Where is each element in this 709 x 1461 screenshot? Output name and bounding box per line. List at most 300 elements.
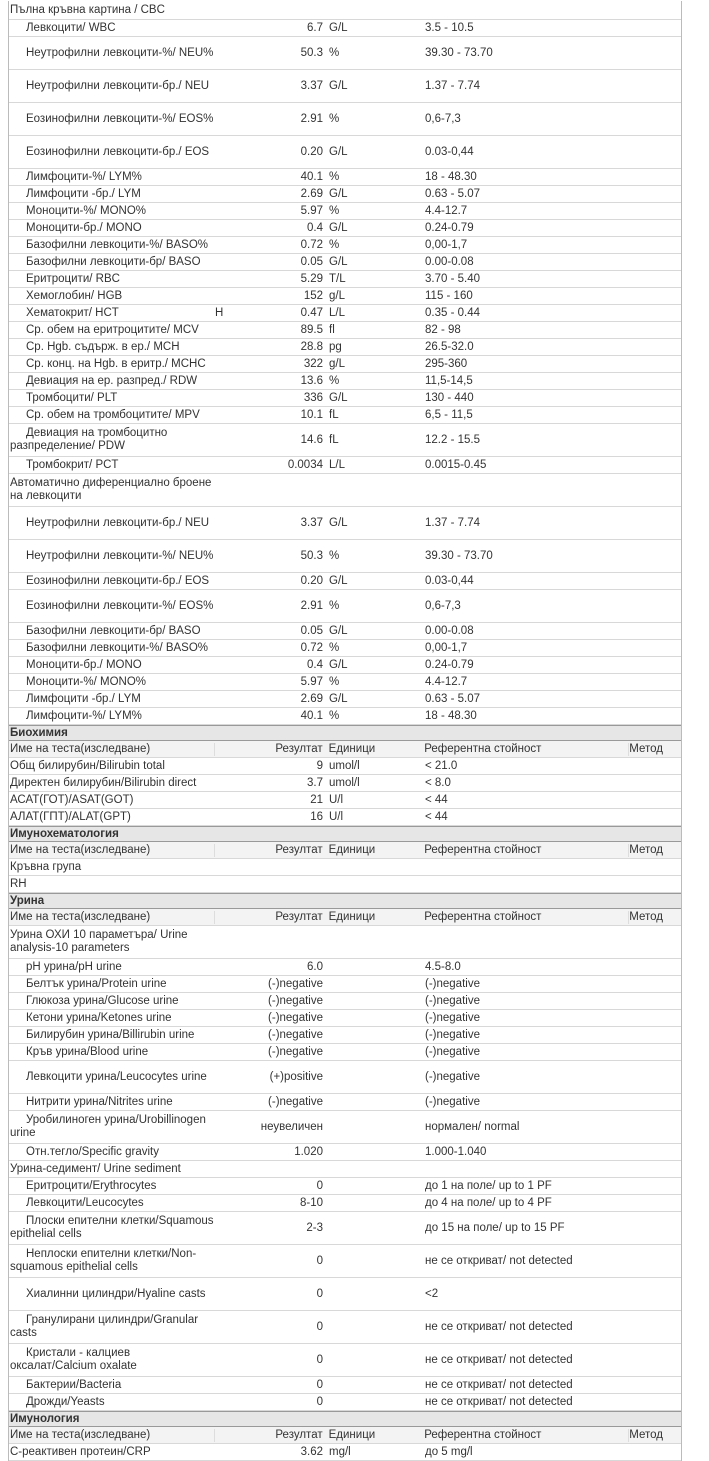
col-test-name: Име на теста(изследване) (9, 1429, 215, 1442)
test-name: Еритроцити/ RBC (26, 272, 120, 285)
reference-range: 0.00-0.08 (425, 624, 474, 637)
test-name: Общ билирубин/Bilirubin total (10, 759, 165, 772)
test-name: Кетони урина/Ketones urine (26, 1011, 172, 1024)
table-row (9, 305, 681, 322)
unit: G/L (329, 391, 348, 404)
test-name: Лимфоцити-%/ LYM% (26, 170, 142, 183)
panel-title (9, 1, 681, 20)
reference-range: 0,6-7,3 (425, 599, 461, 612)
test-name: Уробилиноген урина/Urobillinogen urine (10, 1114, 206, 1139)
test-name: Ср. Hgb. съдърж. в ер./ MCH (26, 340, 180, 353)
reference-range: 4.4-12.7 (425, 204, 468, 217)
section-title: Урина (10, 894, 45, 907)
col-units: Единици (328, 1428, 376, 1441)
result-value: 2.91 (300, 112, 323, 125)
column-header-row (9, 1427, 681, 1444)
table-row (9, 1161, 681, 1178)
result-value: 9 (316, 759, 323, 772)
table-row (9, 1010, 681, 1027)
table-row (9, 186, 681, 203)
reference-range: до 4 на поле/ up to 4 PF (425, 1196, 552, 1209)
col-reference: Референтна стойност (424, 844, 629, 857)
col-test-name: Име на теста(изследване) (9, 743, 215, 756)
test-name: Отн.тегло/Specific gravity (26, 1145, 159, 1158)
reference-range: (-)negative (425, 1070, 480, 1083)
test-name: Левкоцити/ WBC (26, 21, 116, 34)
unit: % (329, 675, 340, 688)
unit: umol/l (329, 776, 360, 789)
test-name: Лимфоцити -бр./ LYM (26, 187, 141, 200)
column-header-row (9, 842, 681, 859)
unit: % (329, 46, 340, 59)
reference-range: 1.37 - 7.74 (425, 79, 480, 92)
table-row (9, 1111, 681, 1144)
column-header-row (9, 741, 681, 758)
table-row (9, 220, 681, 237)
result-value: (-)negative (268, 994, 323, 1007)
table-row (9, 20, 681, 37)
table-row (9, 758, 681, 775)
col-reference: Референтна стойност (424, 1429, 629, 1442)
unit: G/L (329, 79, 348, 92)
result-value: 13.6 (300, 374, 323, 387)
result-value: 1.020 (294, 1145, 323, 1158)
table-row (9, 640, 681, 657)
table-row (9, 993, 681, 1010)
reference-range: 6,5 - 11,5 (425, 408, 473, 421)
section-header (9, 1411, 681, 1427)
result-value: 0 (316, 1378, 323, 1391)
result-value: 0 (316, 1353, 323, 1366)
table-row (9, 356, 681, 373)
test-name: Урина-седимент/ Urine sediment (10, 1162, 181, 1175)
col-result: Резултат (275, 742, 323, 755)
test-name: Урина ОХИ 10 параметъра/ Urine analysis-10 parameters (10, 929, 188, 954)
result-value: 40.1 (300, 170, 323, 183)
table-row (9, 976, 681, 993)
reference-range: до 15 на поле/ up to 15 PF (425, 1221, 565, 1234)
reference-range: (-)negative (425, 1011, 480, 1024)
result-value: 0 (316, 1179, 323, 1192)
unit: % (329, 709, 340, 722)
test-name: Глюкоза урина/Glucose urine (26, 994, 179, 1007)
result-value: 0.20 (300, 145, 323, 158)
col-reference: Референтна стойност (424, 911, 629, 924)
reference-range: 18 - 48.30 (425, 170, 477, 183)
reference-range: < 8.0 (425, 776, 451, 789)
table-row (9, 37, 681, 70)
col-units: Единици (328, 843, 376, 856)
unit: pg (329, 340, 342, 353)
test-name: Левкоцити/Leucocytes (26, 1196, 144, 1209)
unit: G/L (329, 516, 348, 529)
test-name: Гранулирани цилиндри/Granular casts (10, 1314, 199, 1339)
unit: L/L (329, 458, 345, 471)
table-row (9, 1311, 681, 1344)
test-name: Неутрофилни левкоцити-бр./ NEU (26, 516, 210, 529)
test-name: Хемоглобин/ HGB (26, 289, 123, 302)
reference-range: (-)negative (425, 977, 480, 990)
test-name: Кръв урина/Blood urine (26, 1045, 149, 1058)
reference-range: 0.03-0,44 (425, 145, 474, 158)
table-row (9, 691, 681, 708)
reference-range: 0.03-0,44 (425, 574, 474, 587)
reference-range: 0.35 - 0.44 (425, 306, 480, 319)
section-title: Имунология (10, 1412, 80, 1425)
reference-range: 130 - 440 (425, 391, 474, 404)
table-row (9, 859, 681, 876)
table-row (9, 1394, 681, 1411)
test-name: Лимфоцити-%/ LYM% (26, 709, 142, 722)
col-result: Резултат (275, 1428, 323, 1441)
result-value: 336 (303, 391, 323, 404)
table-row (9, 674, 681, 691)
unit: % (329, 549, 340, 562)
reference-range: < 44 (425, 793, 448, 806)
col-reference: Референтна стойност (424, 743, 629, 756)
result-value: 50.3 (300, 549, 323, 562)
reference-range: 18 - 48.30 (425, 709, 477, 722)
reference-range: нормален/ normal (425, 1120, 520, 1133)
reference-range: <2 (425, 1287, 439, 1300)
result-value: 0.20 (300, 574, 323, 587)
test-name: Еритроцити/Erythrocytes (26, 1179, 157, 1192)
table-row (9, 540, 681, 573)
test-name: Еозинофилни левкоцити-%/ EOS% (26, 599, 214, 612)
col-units: Единици (328, 742, 376, 755)
result-value: 14.6 (300, 433, 323, 446)
test-name: Моноцити-%/ MONO% (26, 675, 146, 688)
reference-range: 1.000-1.040 (425, 1145, 487, 1158)
unit: % (329, 599, 340, 612)
test-name: Моноцити-%/ MONO% (26, 204, 146, 217)
reference-range: 3.70 - 5.40 (425, 272, 480, 285)
section-header (9, 725, 681, 741)
result-value: 3.37 (300, 516, 323, 529)
col-test-name: Име на теста(изследване) (9, 844, 215, 857)
reference-range: 0,00-1,7 (425, 238, 468, 251)
table-row (9, 70, 681, 103)
result-value: 0.0034 (287, 458, 323, 471)
unit: % (329, 238, 340, 251)
reference-range: 0.24-0.79 (425, 221, 474, 234)
result-value: 6.0 (307, 960, 323, 973)
unit: U/l (329, 793, 344, 806)
result-value: 0.47 (300, 306, 323, 319)
unit: fL (329, 408, 339, 421)
reference-range: 4.4-12.7 (425, 675, 468, 688)
reference-range: 3.5 - 10.5 (425, 21, 474, 34)
reference-range: 1.37 - 7.74 (425, 516, 480, 529)
test-name: Билирубин урина/Billirubin urine (26, 1028, 195, 1041)
table-row (9, 322, 681, 339)
column-header-row (9, 909, 681, 926)
result-value: 2.91 (300, 599, 323, 612)
table-row (9, 1178, 681, 1195)
table-row (9, 809, 681, 826)
test-name: Лимфоцити -бр./ LYM (26, 692, 141, 705)
table-row (9, 254, 681, 271)
table-row (9, 407, 681, 424)
unit: g/L (329, 357, 345, 370)
result-value: 0.72 (300, 641, 323, 654)
test-name: Бактерии/Bacteria (26, 1378, 122, 1391)
result-value: 3.37 (300, 79, 323, 92)
test-name: Директен билирубин/Bilirubin direct (10, 776, 197, 789)
result-value: 3.62 (300, 1445, 323, 1458)
unit: mg/l (329, 1445, 351, 1458)
reference-range: 0,00-1,7 (425, 641, 468, 654)
table-row (9, 339, 681, 356)
table-row (9, 237, 681, 254)
result-value: 2-3 (306, 1221, 323, 1234)
result-value: 2.69 (300, 692, 323, 705)
table-row (9, 1044, 681, 1061)
test-name: Моноцити-бр./ MONO (26, 221, 142, 234)
reference-range: 39.30 - 73.70 (425, 46, 493, 59)
table-row (9, 926, 681, 959)
result-value: 0.05 (300, 624, 323, 637)
table-row (9, 507, 681, 540)
unit: G/L (329, 187, 348, 200)
table-row (9, 1245, 681, 1278)
test-name: Еозинофилни левкоцити-бр./ EOS (26, 574, 210, 587)
result-value: 0.4 (307, 658, 323, 671)
result-value: (-)negative (268, 1011, 323, 1024)
table-row (9, 708, 681, 725)
table-row (9, 169, 681, 186)
test-name: Пълна кръвна картина / CBC (10, 3, 165, 16)
test-name: Белтък урина/Protein urine (26, 977, 167, 990)
test-name: pH урина/pH urine (26, 960, 122, 973)
reference-range: (-)negative (425, 1045, 480, 1058)
table-row (9, 288, 681, 305)
result-value: 5.29 (300, 272, 323, 285)
col-result: Резултат (275, 843, 323, 856)
result-value: 152 (303, 289, 323, 302)
test-name: Левкоцити урина/Leucocytes urine (26, 1070, 207, 1083)
table-row (9, 792, 681, 809)
test-name: АСАТ(ГОТ)/ASAT(GOT) (10, 793, 134, 806)
test-name: Тромбоцити/ PLT (26, 391, 118, 404)
test-name: Базофилни левкоцити-%/ BASO% (26, 238, 209, 251)
test-name: Ср. обем на тромбоцитите/ MPV (26, 408, 200, 421)
section-header (9, 893, 681, 909)
table-row (9, 1278, 681, 1311)
test-name: Ср. обем на еритроцитите/ MCV (26, 323, 199, 336)
result-value: (-)negative (268, 977, 323, 990)
result-value: 50.3 (300, 46, 323, 59)
table-row (9, 373, 681, 390)
test-name: Еозинофилни левкоцити-бр./ EOS (26, 145, 210, 158)
result-value: 0 (316, 1287, 323, 1300)
unit: G/L (329, 21, 348, 34)
reference-range: (-)negative (425, 994, 480, 1007)
unit: G/L (329, 658, 348, 671)
reference-range: 4.5-8.0 (425, 960, 461, 973)
table-row (9, 1377, 681, 1394)
unit: g/L (329, 289, 345, 302)
unit: G/L (329, 255, 348, 268)
reference-range: 0,6-7,3 (425, 112, 461, 125)
test-name: Плоски епителни клетки/Squamous epithelial cells (10, 1215, 214, 1240)
result-value: 0.72 (300, 238, 323, 251)
unit: % (329, 112, 340, 125)
table-row (9, 1344, 681, 1377)
unit: % (329, 170, 340, 183)
table-row (9, 1212, 681, 1245)
table-row (9, 474, 681, 507)
section-header (9, 826, 681, 842)
test-name: Кристали - калциев оксалат/Calcium oxalate (10, 1347, 137, 1372)
result-value: 0 (316, 1395, 323, 1408)
reference-range: (-)negative (425, 1095, 480, 1108)
test-name: Девиация на тромбоцитно разпределение/ PDW (10, 427, 168, 452)
reference-range: 0.00-0.08 (425, 255, 474, 268)
table-row (9, 573, 681, 590)
test-name: Базофилни левкоцити-бр/ BASO (26, 255, 201, 268)
table-row (9, 590, 681, 623)
result-value: 6.7 (307, 21, 323, 34)
test-name: RH (10, 877, 27, 890)
section-title: Имунохематология (10, 827, 119, 840)
reference-range: 115 - 160 (425, 289, 473, 302)
table-row (9, 1444, 681, 1461)
result-value: 89.5 (300, 323, 323, 336)
unit: G/L (329, 145, 348, 158)
table-row (9, 103, 681, 136)
unit: U/l (329, 810, 344, 823)
unit: G/L (329, 624, 348, 637)
unit: G/L (329, 574, 348, 587)
reference-range: не се откриват/ not detected (425, 1378, 573, 1391)
reference-range: не се откриват/ not detected (425, 1254, 573, 1267)
section-title: Биохимия (10, 726, 68, 739)
table-row (9, 1094, 681, 1111)
table-row (9, 203, 681, 220)
col-method: Метод (629, 843, 663, 856)
unit: fl (329, 323, 335, 336)
test-name: Тромбокрит/ PCT (26, 458, 119, 471)
result-value: 2.69 (300, 187, 323, 200)
reference-range: 0.63 - 5.07 (425, 187, 480, 200)
result-value: 28.8 (300, 340, 323, 353)
result-value: (-)negative (268, 1045, 323, 1058)
unit: % (329, 374, 340, 387)
col-method: Метод (629, 742, 663, 755)
test-name: С-реактивен протеин/CRP (10, 1445, 151, 1458)
result-value: 5.97 (300, 675, 323, 688)
lab-results-table (8, 1, 682, 1461)
unit: % (329, 204, 340, 217)
reference-range: 295-360 (425, 357, 468, 370)
table-row (9, 775, 681, 792)
unit: umol/l (329, 759, 360, 772)
result-value: 40.1 (300, 709, 323, 722)
test-name: Нитрити урина/Nitrites urine (26, 1095, 173, 1108)
reference-range: до 5 mg/l (425, 1445, 473, 1458)
reference-range: 0.0015-0.45 (425, 458, 487, 471)
test-name: Еозинофилни левкоцити-%/ EOS% (26, 112, 214, 125)
reference-range: < 21.0 (425, 759, 458, 772)
test-name: Базофилни левкоцити-бр/ BASO (26, 624, 201, 637)
result-value: 8-10 (299, 1196, 323, 1209)
col-method: Метод (629, 1428, 663, 1441)
result-value: 21 (310, 793, 323, 806)
table-row (9, 390, 681, 407)
reference-range: до 1 на поле/ up to 1 PF (425, 1179, 552, 1192)
table-row (9, 876, 681, 893)
test-name: Неутрофилни левкоцити-%/ NEU% (26, 549, 214, 562)
table-row (9, 271, 681, 288)
flag: H (215, 306, 224, 319)
table-row (9, 1144, 681, 1161)
result-value: 3.7 (307, 776, 323, 789)
result-value: 0 (316, 1320, 323, 1333)
test-name: Базофилни левкоцити-%/ BASO% (26, 641, 209, 654)
test-name: Неутрофилни левкоцити-%/ NEU% (26, 46, 214, 59)
table-row (9, 1195, 681, 1212)
result-value: 0.4 (307, 221, 323, 234)
table-row (9, 959, 681, 976)
result-value: 5.97 (300, 204, 323, 217)
result-value: 10.1 (300, 408, 323, 421)
reference-range: 12.2 - 15.5 (425, 433, 480, 446)
unit: G/L (329, 221, 348, 234)
table-row (9, 424, 681, 457)
table-row (9, 457, 681, 474)
result-value: (-)negative (268, 1028, 323, 1041)
col-units: Единици (328, 910, 376, 923)
reference-range: (-)negative (425, 1028, 480, 1041)
reference-range: 0.63 - 5.07 (425, 692, 480, 705)
test-name: Хематокрит/ HCT (26, 306, 119, 319)
table-row (9, 1027, 681, 1044)
test-name: Неплоски епителни клетки/Non-squamous epithelial cells (10, 1248, 197, 1273)
test-name: Кръвна група (10, 860, 82, 873)
test-name: Неутрофилни левкоцити-бр./ NEU (26, 79, 210, 92)
reference-range: < 44 (425, 810, 448, 823)
reference-range: не се откриват/ not detected (425, 1353, 573, 1366)
col-method: Метод (629, 910, 663, 923)
table-row (9, 136, 681, 169)
result-value: 0 (316, 1254, 323, 1267)
unit: G/L (329, 692, 348, 705)
reference-range: 39.30 - 73.70 (425, 549, 493, 562)
unit: % (329, 641, 340, 654)
test-name: АЛАТ(ГПТ)/ALAT(GPT) (10, 810, 131, 823)
reference-range: 11,5-14,5 (425, 374, 473, 387)
test-name: Хиалинни цилиндри/Hyaline casts (26, 1287, 206, 1300)
result-value: 0.05 (300, 255, 323, 268)
reference-range: 0.24-0.79 (425, 658, 474, 671)
col-result: Резултат (275, 910, 323, 923)
table-row (9, 1061, 681, 1094)
result-value: 322 (303, 357, 323, 370)
result-value: 16 (310, 810, 323, 823)
reference-range: 26.5-32.0 (425, 340, 474, 353)
test-name: Девиация на ер. разпред./ RDW (26, 374, 198, 387)
test-name: Дрожди/Yeasts (26, 1395, 105, 1408)
unit: L/L (329, 306, 345, 319)
result-value: (-)negative (268, 1095, 323, 1108)
reference-range: 82 - 98 (425, 323, 461, 336)
result-value: неувеличен (260, 1120, 323, 1133)
reference-range: не се откриват/ not detected (425, 1395, 573, 1408)
reference-range: не се откриват/ not detected (425, 1320, 573, 1333)
table-row (9, 623, 681, 640)
table-row (9, 657, 681, 674)
